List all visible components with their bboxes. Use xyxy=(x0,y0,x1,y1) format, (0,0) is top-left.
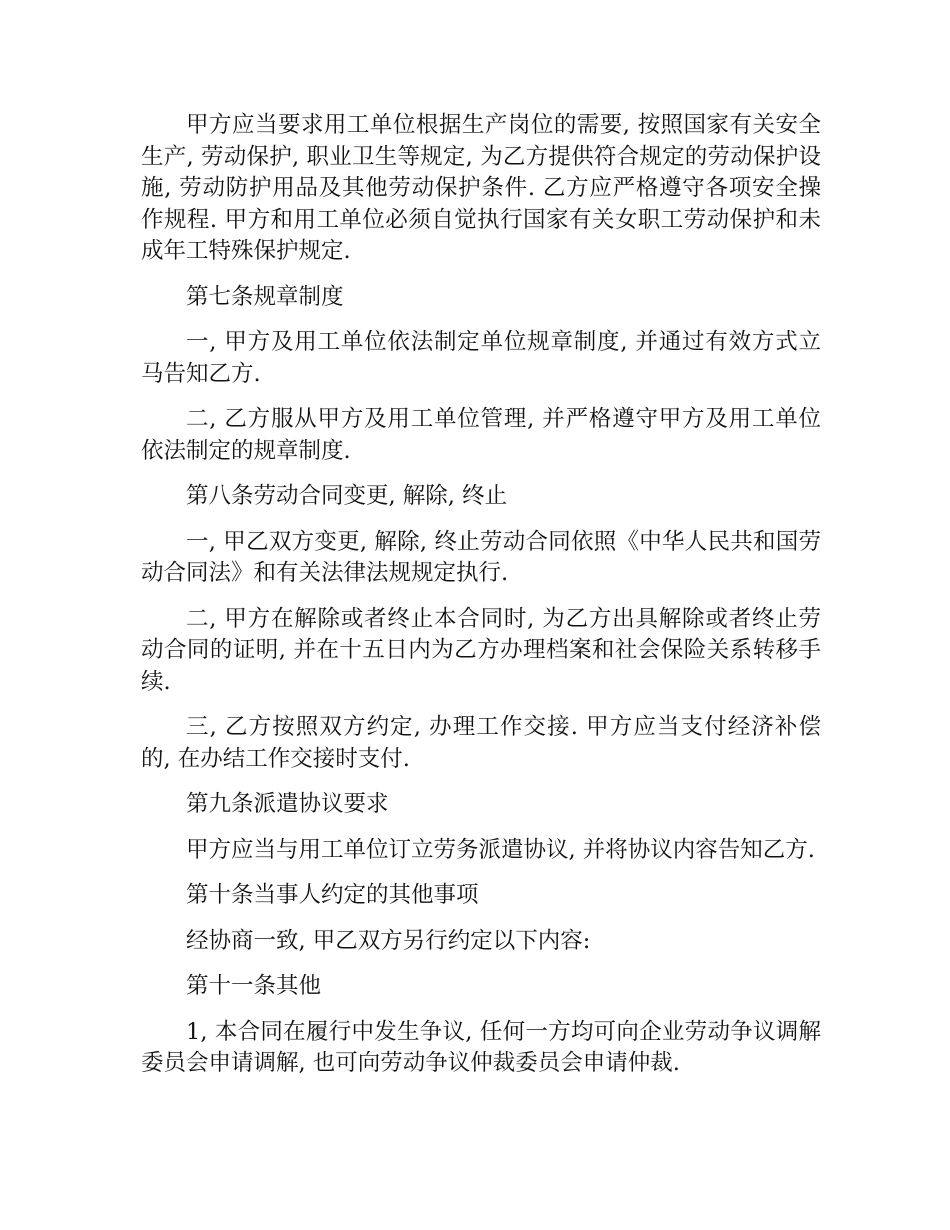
paragraph-other-agreements: 经协商一致, 甲乙双方另行约定以下内容: xyxy=(186,927,591,954)
paragraph-dispatch-agreement: 甲方应当与用工单位订立劳务派遣协议, 并将协议内容告知乙方. xyxy=(186,836,815,863)
heading-article-9: 第九条派遣协议要求 xyxy=(186,791,389,817)
paragraph-labor-protection: 甲方应当要求用工单位根据生产岗位的需要, 按照国家有关安全生产, 劳动保护, 职业卫生等规定, 为乙方提供符合规定的劳动保护设施, 劳动防护用品及其他劳动保护条件. 乙方应严格遵守各项安全操作规程. 甲方和用工单位必须自觉执行国家有关女职工劳动保护和未成年工特殊保护规定. xyxy=(141,112,821,264)
heading-article-7: 第七条规章制度 xyxy=(186,283,344,310)
paragraph-contract-change-3: 三, 乙方按照双方约定, 办理工作交接. 甲方应当支付经济补偿的, 在办结工作交接时支付. xyxy=(141,714,821,772)
heading-article-10: 第十条当事人约定的其他事项 xyxy=(186,882,479,908)
paragraph-rules-2: 二, 乙方服从甲方及用工单位管理, 并严格遵守甲方及用工单位依法制定的规章制度. xyxy=(141,406,821,464)
paragraph-rules-1: 一, 甲方及用工单位依法制定单位规章制度, 并通过有效方式立马告知乙方. xyxy=(141,329,821,387)
heading-article-11: 第十一条其他 xyxy=(186,973,322,999)
paragraph-contract-change-2: 二, 甲方在解除或者终止本合同时, 为乙方出具解除或者终止劳动合同的证明, 并在十五日内为乙方办理档案和社会保险关系转移手续. xyxy=(141,605,821,695)
paragraph-contract-change-1: 一, 甲乙双方变更, 解除, 终止劳动合同依照《中华人民共和国劳动合同法》和有关法律法规规定执行. xyxy=(141,528,821,586)
document-body xyxy=(141,110,821,1094)
heading-article-8: 第八条劳动合同变更, 解除, 终止 xyxy=(186,483,508,509)
paragraph-dispute-resolution: 1, 本合同在履行中发生争议, 任何一方均可向企业劳动争议调解委员会申请调解, 也可向劳动争议仲裁委员会申请仲裁. xyxy=(141,1018,821,1076)
